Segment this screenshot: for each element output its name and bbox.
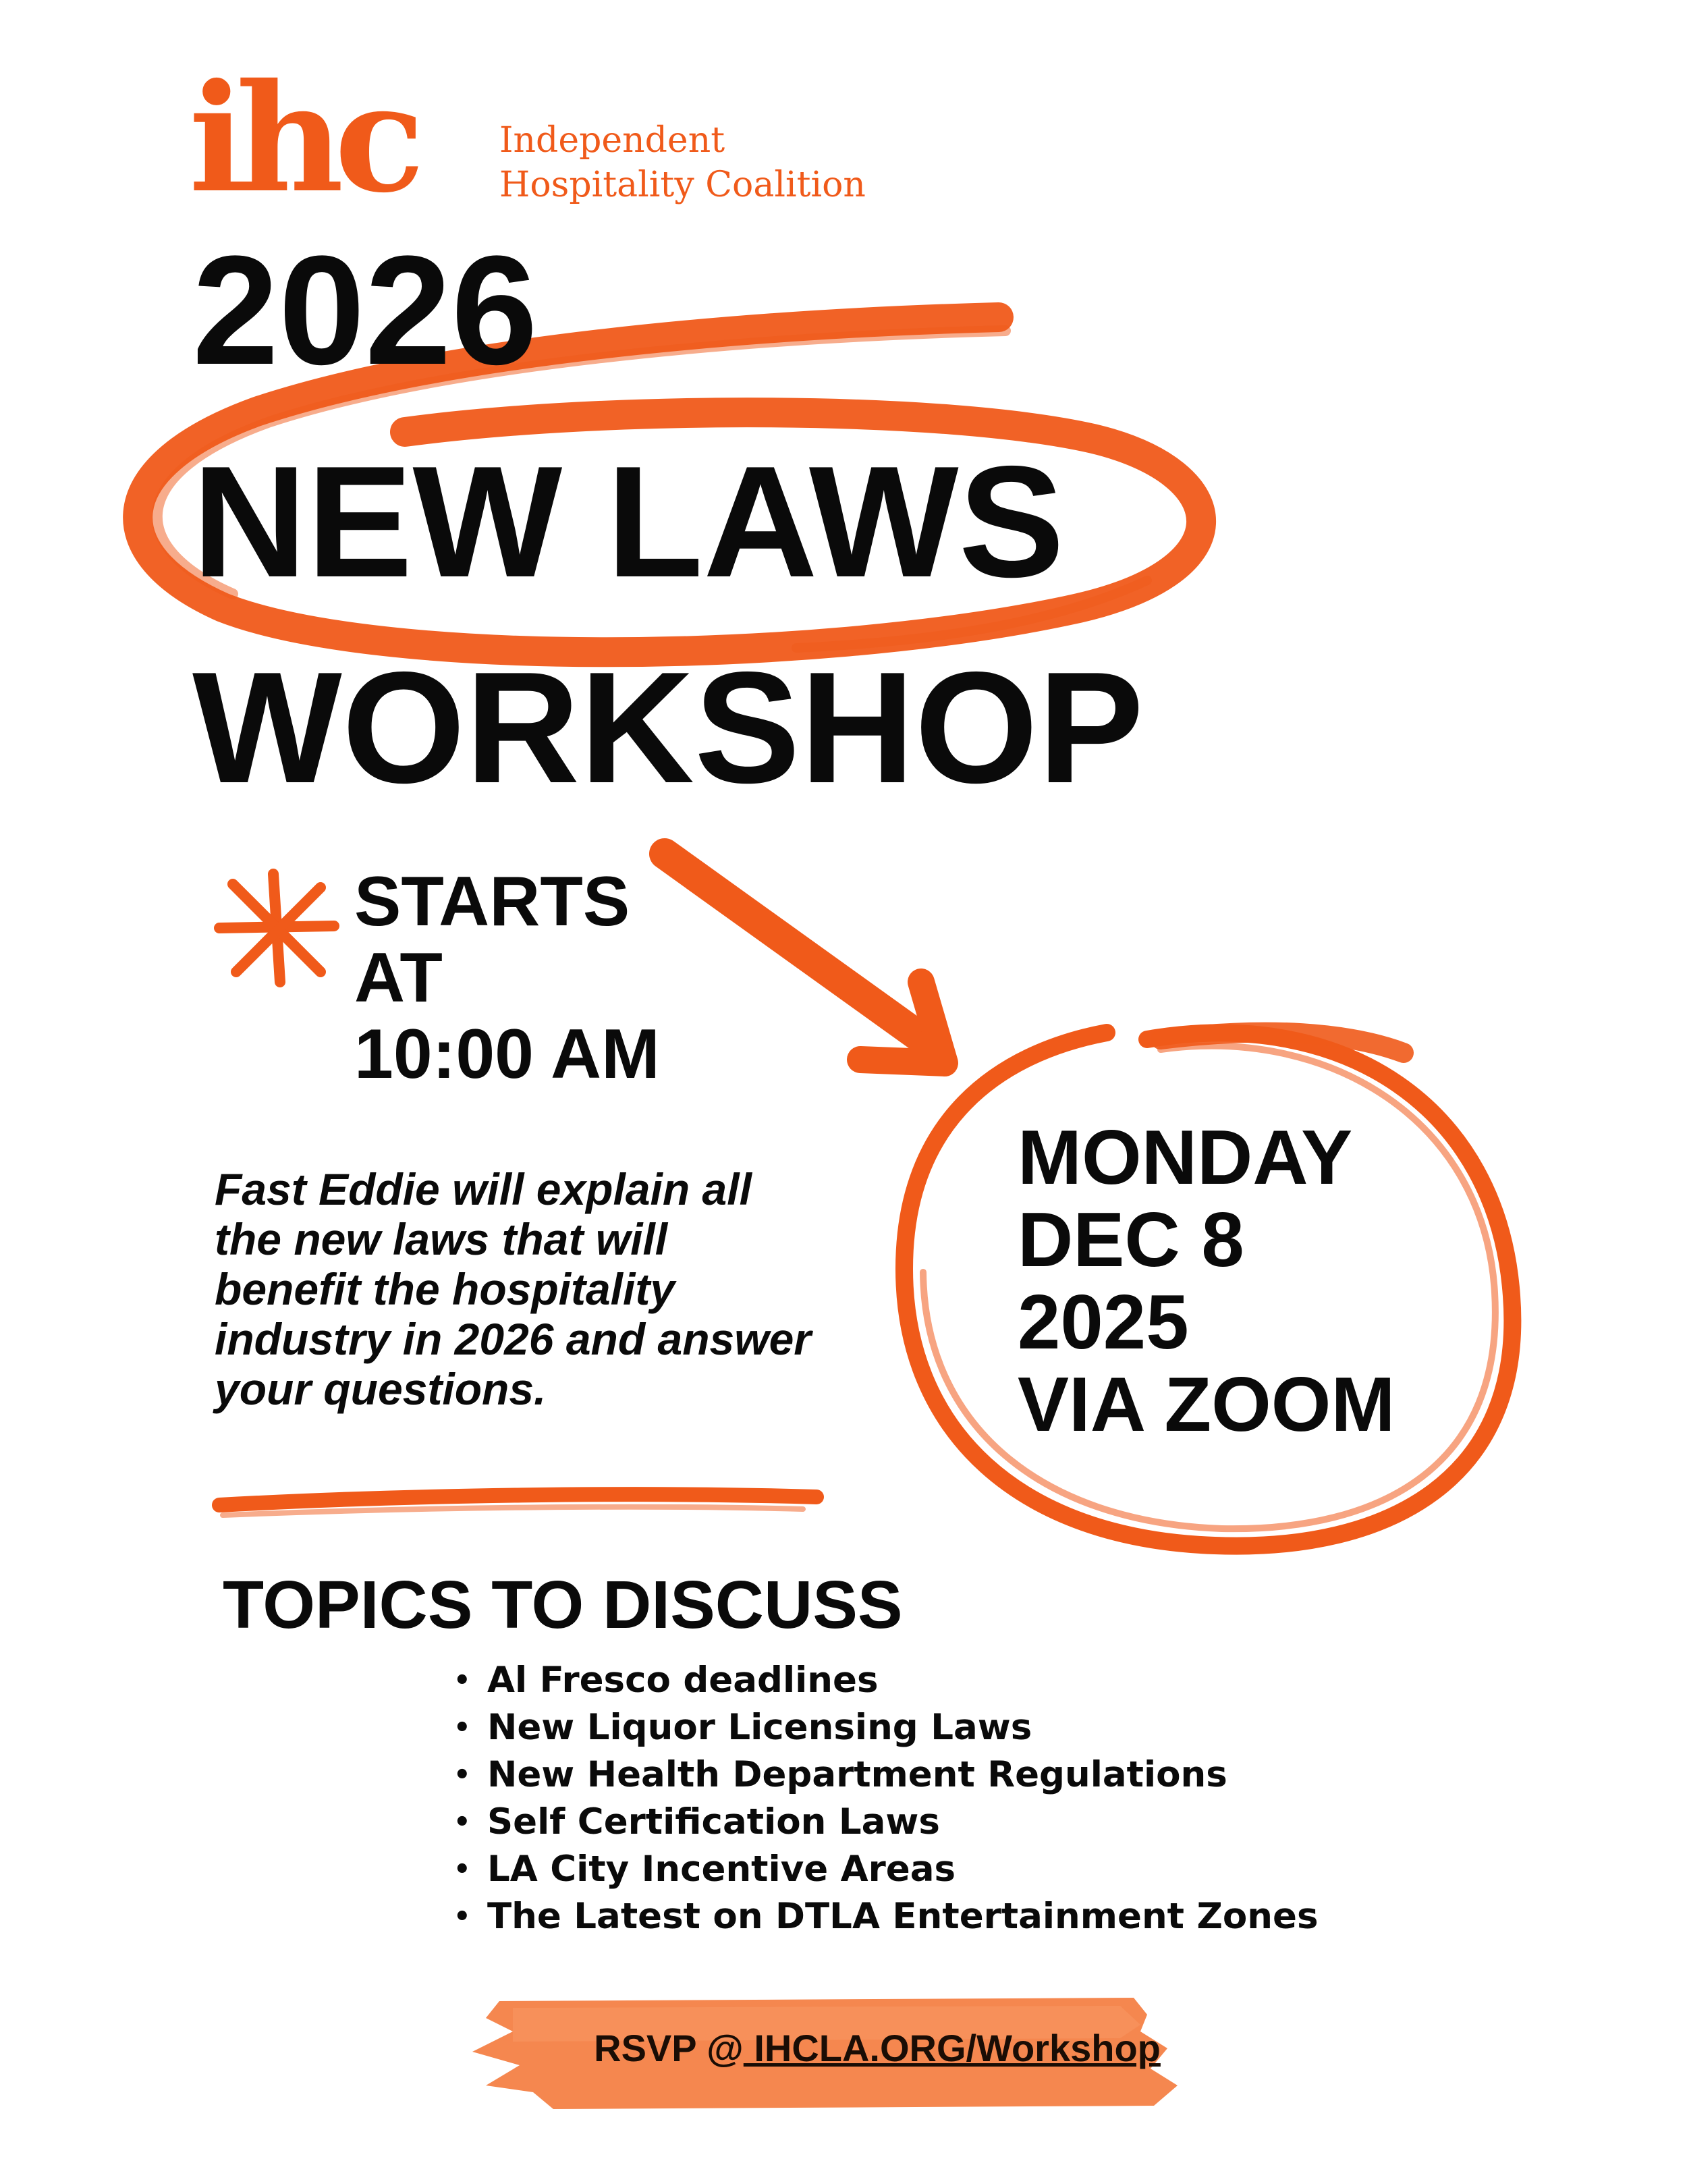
rsvp-banner xyxy=(540,2025,1215,2072)
workshop-description: Fast Eddie will explain all the new laws that will benefit the hospitality industry in 2026 and answer your questions. xyxy=(215,1164,811,1414)
topic-label: Self Certification Laws xyxy=(487,1801,940,1842)
topics-list xyxy=(445,1657,1319,1940)
ihc-logo-mark: ihc xyxy=(189,51,416,225)
headline-year: 2026 xyxy=(192,223,538,397)
bullet-icon: • xyxy=(453,1712,471,1743)
start-label-line1: STARTS xyxy=(354,863,630,941)
topic-item xyxy=(445,1751,1319,1799)
event-date-block xyxy=(1018,1117,1395,1446)
headline-workshop: WORKSHOP xyxy=(192,638,1144,816)
headline-new-laws: NEW LAWS xyxy=(192,433,1065,610)
bullet-icon: • xyxy=(453,1807,471,1838)
start-time: 10:00 AM xyxy=(354,1015,660,1093)
topic-item xyxy=(445,1704,1319,1751)
topic-item xyxy=(445,1657,1319,1704)
bullet-icon: • xyxy=(453,1665,471,1696)
topic-item xyxy=(445,1893,1319,1940)
topic-label: New Health Department Regulations xyxy=(487,1754,1227,1795)
bullet-icon: • xyxy=(453,1901,471,1932)
organization-name xyxy=(499,118,866,207)
topic-item xyxy=(445,1799,1319,1846)
topic-label: Al Fresco deadlines xyxy=(487,1660,879,1701)
start-time-block xyxy=(354,864,660,1093)
start-label-line2: AT xyxy=(354,939,443,1017)
asterisk-icon xyxy=(209,864,344,992)
rsvp-prefix: RSVP @ xyxy=(594,2027,744,2069)
topic-label: New Liquor Licensing Laws xyxy=(487,1707,1032,1748)
rsvp-link[interactable]: IHCLA.ORG/Workshop xyxy=(743,2027,1161,2069)
divider-stroke xyxy=(219,1494,817,1515)
arrow-stroke xyxy=(665,854,945,1063)
organization-name-line1: Independent xyxy=(499,120,725,161)
topic-label: LA City Incentive Areas xyxy=(487,1849,956,1890)
bullet-icon: • xyxy=(453,1854,471,1885)
event-day: MONDAY xyxy=(1018,1115,1353,1201)
topic-label: The Latest on DTLA Entertainment Zones xyxy=(487,1896,1319,1937)
event-location: VIA ZOOM xyxy=(1018,1362,1395,1448)
organization-name-line2: Hospitality Coalition xyxy=(499,165,866,205)
event-year: 2025 xyxy=(1018,1280,1189,1365)
event-date: DEC 8 xyxy=(1018,1197,1244,1283)
bullet-icon: • xyxy=(453,1759,471,1791)
topic-item xyxy=(445,1846,1319,1893)
topics-heading: TOPICS TO DISCUSS xyxy=(223,1567,903,1643)
